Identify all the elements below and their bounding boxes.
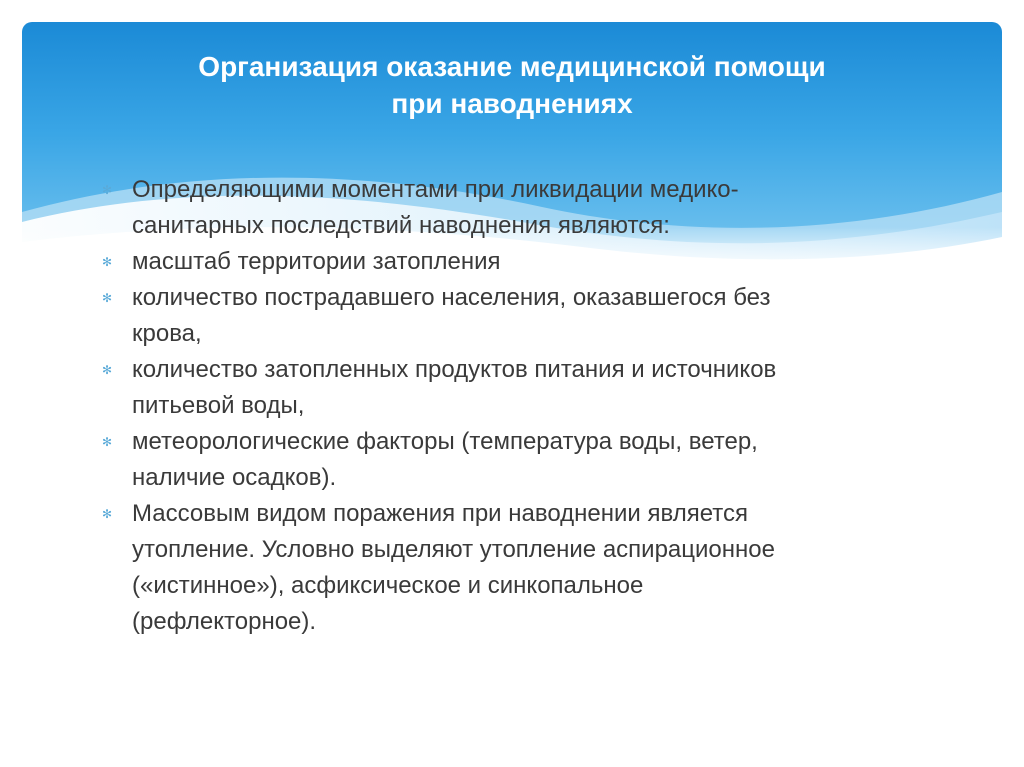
bullet-6-line-3: («истинное»), асфиксическое и синкопальное <box>132 572 644 599</box>
bullet-6-line-2: утопление. Условно выделяют утопление аспирационное <box>132 536 775 563</box>
bullet-2-line-1: масштаб территории затопления <box>132 248 501 275</box>
title-line-1: Организация оказание медицинской помощи <box>198 51 826 82</box>
bullet-6-line-1: Массовым видом поражения при наводнении является <box>132 500 748 527</box>
snowflake-bullet-icon: ✻ <box>102 255 113 269</box>
bullet-1-line-2: санитарных последствий наводнения являются: <box>132 212 670 239</box>
bullet-4-line-2: питьевой воды, <box>132 392 305 419</box>
bullet-5-line-2: наличие осадков). <box>132 464 337 491</box>
title-line-2: при наводнениях <box>391 88 633 119</box>
bullet-item-5 <box>100 424 920 496</box>
bullet-6-line-4: (рефлекторное). <box>132 608 317 635</box>
snowflake-bullet-icon: ✻ <box>102 291 113 305</box>
bullet-list <box>100 172 920 640</box>
snowflake-bullet-icon: ✻ <box>102 435 113 449</box>
bullet-item-2 <box>100 244 920 280</box>
bullet-item-6 <box>100 496 920 640</box>
snowflake-bullet-icon: ✻ <box>102 363 113 377</box>
bullet-item-1 <box>100 172 920 244</box>
bullet-3-line-2: крова, <box>132 320 202 347</box>
bullet-4-line-1: количество затопленных продуктов питания и источников <box>132 356 777 383</box>
snowflake-bullet-icon: ✻ <box>102 183 113 197</box>
bullet-item-3 <box>100 280 920 352</box>
bullet-1-line-1: Определяющими моментами при ликвидации медико- <box>132 176 739 203</box>
slide-title <box>60 48 964 122</box>
bullet-3-line-1: количество пострадавшего населения, оказавшегося без <box>132 284 771 311</box>
bullet-item-4 <box>100 352 920 424</box>
bullet-5-line-1: метеорологические факторы (температура воды, ветер, <box>132 428 758 455</box>
snowflake-bullet-icon: ✻ <box>102 507 113 521</box>
